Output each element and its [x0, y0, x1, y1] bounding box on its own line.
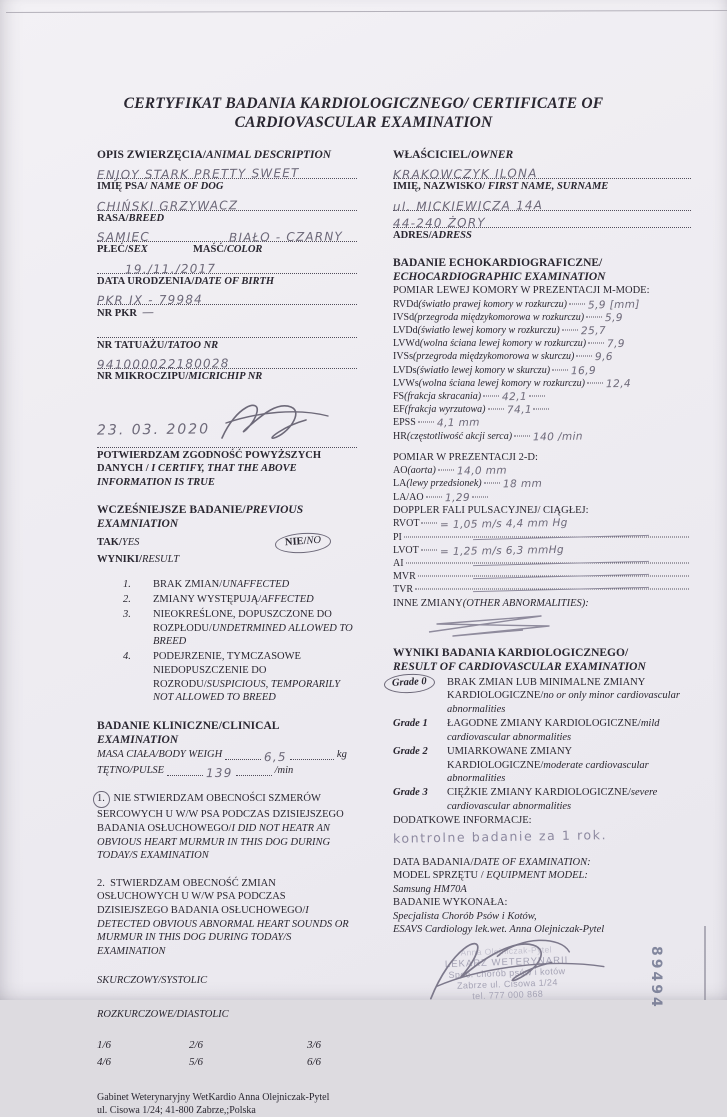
result-option: 3. NIEOKREŚLONE, DOPUSZCZONE DO ROZPŁODU/UNDETRMINED ALLOWED TO BREED: [123, 609, 353, 648]
result-option: 2. ZMIANY WYSTĘPUJĄ/AFFECTED: [123, 594, 314, 606]
echo-row-lvds: LVDs (światło lewej komory w skurczu) 16,9: [393, 364, 597, 377]
certify-statement: POTWIERDZAM ZGODNOŚĆ POWYŻSZYCH DANYCH / I CERTIFY, THAT THE ABOVE INFORMATION IS TRUE: [97, 449, 322, 488]
murmur-grade: 6/6: [307, 1056, 322, 1069]
other-abnormalities-label: INNE ZMIANY(OTHER ABNORMALITIES):: [393, 597, 589, 609]
body-weight-unit: kg: [336, 748, 347, 760]
lvws-value: 12,4: [605, 377, 632, 390]
pulse-label: TĘTNO/PULSE: [97, 764, 165, 776]
signature-date-value: 23. 03. 2020: [96, 420, 211, 439]
microchip-label: NR MIKROCZIPU/MICRICHIP NR: [97, 371, 263, 382]
lvwd-value: 7,9: [606, 337, 626, 351]
hr-value: 140 /min: [532, 430, 584, 443]
lvdd-value: 25,7: [580, 324, 606, 338]
owner-city-write-line: [393, 212, 691, 228]
ivsd-value: 5,9: [604, 311, 624, 324]
pkr-write-line: [96, 289, 357, 308]
fs-value: 42,1: [501, 390, 528, 404]
doppler-title: DOPPLER FALI PULSACYJNEJ/ CIĄGŁEJ:: [393, 504, 589, 516]
echo-row-laao: LA/AO 1,29: [393, 491, 691, 504]
grade-0-row: Grade 0 BRAK ZMIAN LUB MINIMALNE ZMIANY KARDIOLOGICZNE/no or only minor cardiovascular abnormalities: [393, 676, 691, 716]
no-murmur-statement: 1. NIE STWIERDZAM OBECNOŚCI SZMERÓW SERCOWYCH U W/W PSA PODCZAS DZISIEJSZEGO BADANIA OSŁUCHOWEGO/I DID NOT HEATR AN OBVIOUS HEART MURMUR IN THIS DOG DURING TODAY/S EXAMINATION: [97, 791, 357, 863]
grade-1-row: Grade 1 ŁAGODNE ZMIANY KARDIOLOGICZNE/mild cardiovascular abnormalities: [393, 718, 660, 743]
owner-heading: WŁAŚCICIEL/OWNER: [393, 149, 514, 161]
lvds-value: 16,9: [570, 364, 597, 377]
results-label: WYNIKI/RESULT: [97, 553, 180, 565]
color-value: BIAŁO - CZARNY: [228, 229, 344, 245]
grade-3-row: Grade 3 CIĘŻKIE ZMIANY KARDIOLOGICZNE/severe cardiovascular abnormalities: [393, 787, 658, 812]
additional-info-label: DODATKOWE INFORMACJE:: [393, 815, 532, 827]
dog-name-label: IMIĘ PSA/ NAME OF DOG: [97, 181, 224, 192]
diastolic-label: ROZKURCZOWE/DIASTOLIC: [97, 1008, 229, 1020]
pkr-dash-mark: —: [142, 304, 156, 320]
echo-row-rvdd: RVDd (światło prawej komory w rozkurczu) 5,9 [mm]: [393, 298, 640, 311]
epss-value: 4,1 mm: [436, 416, 480, 430]
echo-row-rvot: RVOT = 1,05 m/s 4,4 mm Hg: [393, 517, 569, 532]
echo-row-pi: PI: [393, 531, 691, 544]
equipment-label: MODEL SPRZĘTU / EQUIPMENT MODEL:: [393, 870, 588, 882]
previous-exam-heading: WCZEŚNIEJSZE BADANIE/PREVIOUS EXAMNIATION: [97, 504, 304, 530]
pkr-number-value: PKR IX - 79984: [96, 292, 204, 308]
birth-date-value: 19./11./2017: [124, 261, 217, 276]
body-weight-value: 6,5: [264, 749, 287, 764]
echo-row-lvwd: LVWd (wolna ściana lewej komory w rozkurczu) 7,9: [393, 337, 626, 351]
owner-city-value: 44-240 ŻORY: [392, 215, 486, 230]
2d-measurements: [393, 464, 691, 504]
doppler-measurements: [393, 517, 691, 596]
echo-row-lvdd: LVDd (światło lewej komory w rozkurczu) 25,7: [393, 324, 606, 338]
animal-description-heading: [97, 148, 357, 162]
owner-name-write-line: [392, 163, 691, 182]
two-column-layout: [97, 148, 691, 1117]
certificate-title: CERTYFIKAT BADANIA KARDIOLOGICZNEGO/ CERTIFICATE OF CARDIOVASCULAR EXAMINATION: [123, 95, 604, 131]
owner-name-value: KRAKOWCZYK ILONA: [392, 166, 538, 182]
rvot-value: = 1,05 m/s 4,4 mm Hg: [440, 517, 569, 532]
circled-grade-0: Grade 0: [384, 673, 436, 695]
performed-by-label: BADANIE WYKONAŁA:: [393, 897, 508, 909]
ao-value: 14,0 mm: [456, 464, 507, 478]
dog-name-write-line: [96, 163, 357, 183]
echo-row-ai: AI: [393, 557, 691, 570]
la-value: 18 mm: [502, 478, 542, 491]
echo-row-epss: EPSS 4,1 mm: [393, 416, 480, 430]
sex-value: SAMIEC: [96, 229, 150, 245]
microchip-value: 941000022180028: [96, 356, 230, 372]
previous-exam-answer-row: [97, 533, 357, 553]
ivss-value: 9,6: [595, 351, 614, 364]
murmur-grade: 4/6: [97, 1056, 112, 1069]
pencil-scribble-icon: [423, 612, 553, 638]
breed-label: RASA/BREED: [97, 212, 165, 224]
systolic-label: SKURCZOWY/SYSTOLIC: [97, 975, 208, 987]
murmur-detected-statement: 2. STWIERDZAM OBECNOŚĆ ZMIAN OSŁUCHOWYCH U W/W PSA PODCZAS DZISIEJSZEGO BADANIA OSŁUCHOWEGO/I DETECTED OBVIOUS ABNORMAL HEART SOUNDS OR MURMUR IN THIS DOG DURING TODAY/S EXAMINATION: [97, 877, 349, 957]
echo-row-la: LA (lewy przedsionek) 18 mm: [393, 478, 542, 491]
echo-row-ao: AO (aorta) 14,0 mm: [393, 464, 507, 478]
owner-address-label: ADRES/ADRESS: [393, 229, 472, 241]
echo-exam-heading: BADANIE ECHOKARDIOGRAFICZNE/ ECHOCARDIOGRAPHIC EXAMINATION: [393, 257, 606, 283]
dog-name-value: ENJOY STARK PRETTY SWEET: [96, 165, 300, 183]
murmur-grade: 3/6: [307, 1039, 322, 1052]
pkr-label: NR PKR —: [97, 304, 156, 320]
clinic-footer: [97, 1091, 357, 1117]
sex-color-label: PŁEĆ/SEX MAŚĆ/COLOR: [97, 244, 263, 255]
echo-row-ef: EF (frakcja wyrzutowa) 74,1: [393, 403, 691, 416]
results-heading: WYNIKI BADANIA KARDIOLOGICZNEGO/ RESULT OF CARDIOVASCULAR EXAMINATION: [393, 647, 646, 674]
result-option: 1. BRAK ZMIAN/UNAFFECTED: [123, 579, 290, 590]
ef-value: 74,1: [506, 403, 532, 417]
murmur-grade: 1/6: [97, 1039, 112, 1052]
paper-fold-line: [704, 926, 706, 1000]
stamp-name-line: Anna Olejniczak-Pytel: [460, 944, 553, 958]
stamp-address-line: Zabrze ul. Cisowa 1/24: [456, 977, 558, 991]
clinical-exam-heading: BADANIE KLINICZNE/CLINICAL EXAMINATION: [97, 719, 280, 746]
pulse-row: [97, 763, 357, 779]
echo-row-ivsd: IVSd (przegroda międzykomorowa w rozkurczu) 5,9: [393, 311, 624, 324]
grade-2-row: Grade 2 UMIARKOWANE ZMIANY KARDIOLOGICZNE/moderate cardiovascular abnormalities: [393, 746, 649, 784]
echo-row-tvr: TVR: [393, 583, 691, 596]
breed-value: CHIŃSKI GRZYWACZ: [96, 197, 239, 214]
yes-option: TAK/YES: [97, 537, 140, 548]
echo-row-hr: HR (częstotliwość akcji serca) 140 /min: [393, 430, 584, 443]
rvdd-value: 5,9 [mm]: [587, 298, 640, 311]
stamp-phone-line: tel. 777 000 868: [472, 988, 544, 1002]
breed-write-line: [96, 195, 357, 214]
pulse-unit: /min: [274, 764, 294, 776]
clinic-name: Gabinet Weterynaryjny WetKardio Anna Olejniczak-Pytel: [97, 1092, 330, 1104]
heading-pl: OPIS ZWIERZĘCIA/: [97, 149, 206, 161]
murmur-grade: 2/6: [189, 1039, 204, 1052]
performed-by-line1: Specjalista Chorób Psów i Kotów,: [393, 910, 537, 922]
birth-date-label: DATA URODZENIA/DATE OF BIRTH: [97, 275, 275, 287]
owner-street-value: ul. MICKIEWICZA 14A: [392, 197, 544, 214]
heading-en: ANIMAL DESCRIPTION: [205, 149, 332, 161]
mmode-title: POMIAR LEWEJ KOMORY W PREZENTACJI M-MODE:: [393, 285, 650, 296]
microchip-write-line: [96, 353, 357, 372]
echo-row-ivss: IVSs (przegroda międzykomorowa w skurczu) 9,6: [393, 351, 614, 364]
murmur-grade: 5/6: [189, 1056, 204, 1069]
laao-value: 1,29: [444, 491, 470, 504]
owner-street-write-line: [392, 195, 691, 214]
equipment-value: Samsung HM70A: [393, 883, 467, 895]
echo-row-lvws: LVWs (wolna ściana lewej komory w rozkurczu) 12,4: [393, 377, 632, 390]
exam-date-label: DATA BADANIA/DATE OF EXAMINATION:: [393, 856, 591, 868]
pulse-value: 139: [206, 765, 233, 780]
clinic-address: ul. Cisowa 1/24; 41-800 Zabrze,;Polska: [97, 1105, 256, 1117]
sex-color-write-line: [96, 226, 357, 245]
echo-row-lvot: LVOT = 1,25 m/s 6,3 mmHg: [393, 543, 564, 558]
birth-date-write-line: [97, 258, 357, 274]
2d-title: POMIAR W PREZENTACJI 2-D:: [393, 451, 538, 463]
body-weight-label: MASA CIAŁA/BODY WEIGH: [97, 748, 223, 760]
body-weight-row: [97, 747, 357, 763]
owner-name-label: IMIĘ, NAZWISKO/ FIRST NAME, SURNAME: [393, 181, 609, 192]
left-column: [97, 148, 357, 1117]
circled-option-1: 1.: [93, 791, 110, 809]
performed-by-line2: ESAVS Cardiology lek.wet. Anna Olejniczak-Pytel: [393, 924, 605, 936]
mmode-measurements: [393, 298, 691, 443]
lvot-value: = 1,25 m/s 6,3 mmHg: [439, 543, 564, 558]
stamp-title-line: LEKARZ WETERYNARII: [444, 954, 569, 971]
result-option: 4. PODEJRZENIE, TYMCZASOWE NIEDOPUSZCZENIE DO ROZRODU/SUSPICIOUS, TEMPORARILY NOT ALLOWED TO BREED: [123, 651, 341, 704]
murmur-grade-table: [97, 1037, 357, 1071]
additional-info-note: kontrolne badanie za 1 rok.: [392, 826, 608, 846]
circled-no-option: NIE/NO: [274, 531, 331, 554]
vet-stamp: [417, 943, 597, 1004]
stamp-specialty-line: Spec. chorób psów i kotów: [448, 965, 566, 981]
tatoo-label: NR TATUAŻU/TATOO NR: [97, 339, 219, 351]
echo-row-mvr: MVR: [393, 570, 691, 583]
empty-write-line: [97, 322, 357, 338]
grade-list: [393, 676, 691, 813]
stamp-side-number: 89494: [648, 946, 664, 1010]
certify-write-line: [97, 432, 357, 448]
previous-result-options: [97, 578, 357, 705]
echo-row-fs: FS (frakcja skracania) 42,1: [393, 390, 691, 403]
